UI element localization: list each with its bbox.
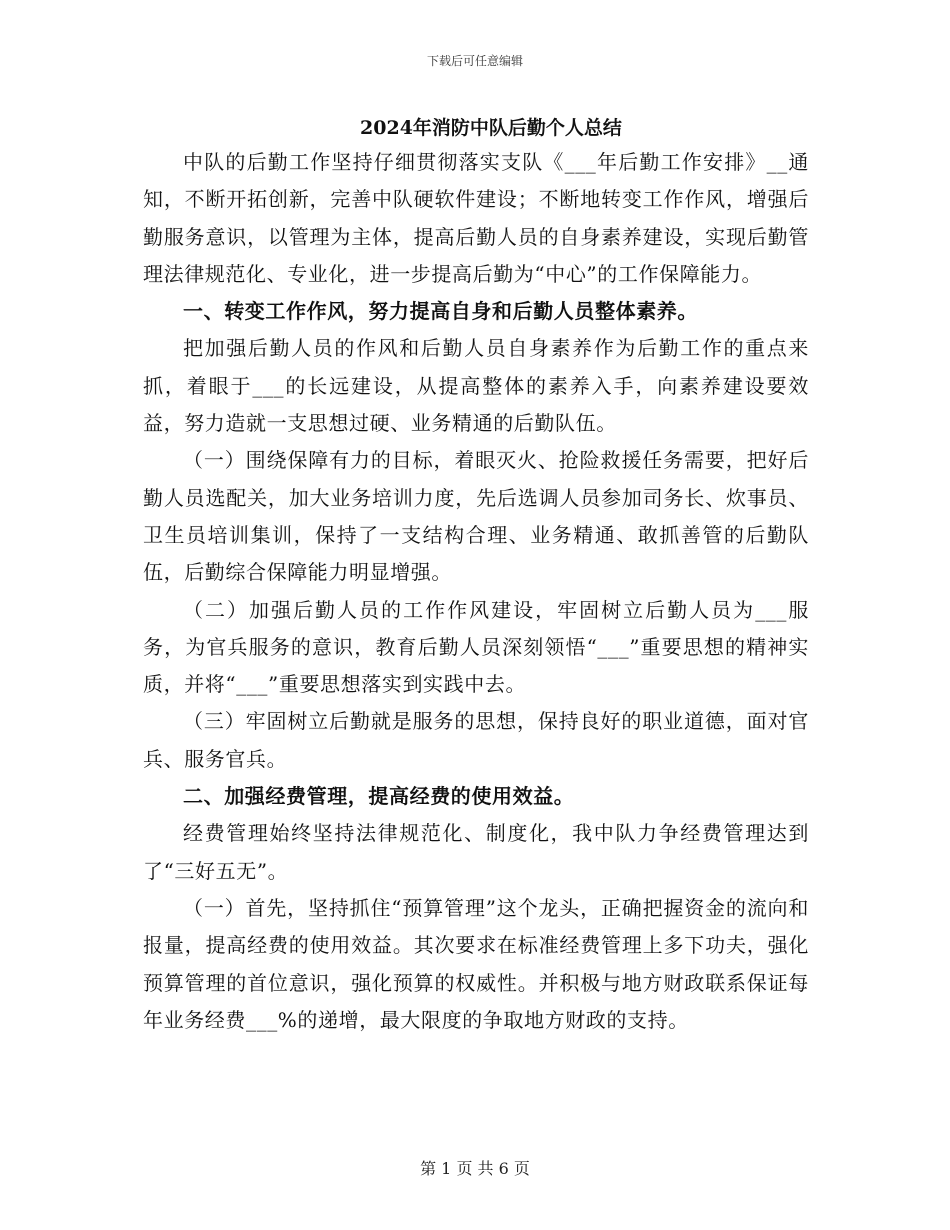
paragraph-1-2: （二）加强后勤人员的工作作风建设，牢固树立后勤人员为___服务，为官兵服务的意识，教育后勤人员深刻领悟“___”重要思想的精神实质，并将“___”重要思想落实到实践中去。 [143,597,809,697]
paragraph-intro: 中队的后勤工作坚持仔细贯彻落实支队《___年后勤工作安排》__通知，不断开拓创新，完善中队硬软件建设；不断地转变工作作风，增强后勤服务意识，以管理为主体，提高后勤人员的自身素养建设，实现后勤管理法律规范化、专业化，进一步提高后勤为“中心”的工作保障能力。 [143,150,809,286]
paragraph-1: 把加强后勤人员的作风和后勤人员自身素养作为后勤工作的重点来抓，着眼于___的长远建设，从提高整体的素养入手，向素养建设要效益，努力造就一支思想过硬、业务精通的后勤队伍。 [143,336,809,436]
page-footer: 第 1 页 共 6 页 [420,1159,530,1178]
paragraph-1-1: （一）围绕保障有力的目标，着眼灭火、抢险救援任务需要，把好后勤人员选配关，加大业务培训力度，先后选调人员参加司务长、炊事员、卫生员培训集训，保持了一支结构合理、业务精通、敢抓善管的后勤队伍，后勤综合保障能力明显增强。 [143,448,809,585]
section-heading-1: 一、转变工作作风，努力提高自身和后勤人员整体素养。 [183,299,698,324]
paragraph-2: 经费管理始终坚持法律规范化、制度化，我中队力争经费管理达到了“三好五无”。 [143,821,809,883]
document-title: 2024年消防中队后勤个人总结 [360,117,622,139]
paragraph-1-3: （三）牢固树立后勤就是服务的思想，保持良好的职业道德，面对官兵、服务官兵。 [143,709,809,771]
paragraph-2-1: （一）首先，坚持抓住“预算管理”这个龙头，正确把握资金的流向和报量，提高经费的使用效益。其次要求在标准经费管理上多下功夫，强化预算管理的首位意识，强化预算的权威性。并积极与地方财政联系保证每年业务经费___%的递增，最大限度的争取地方财政的支持。 [143,895,809,1032]
document-body [143,112,809,1039]
page-header: 下载后可任意编辑 [426,54,523,68]
section-heading-2: 二、加强经费管理，提高经费的使用效益。 [183,784,575,809]
